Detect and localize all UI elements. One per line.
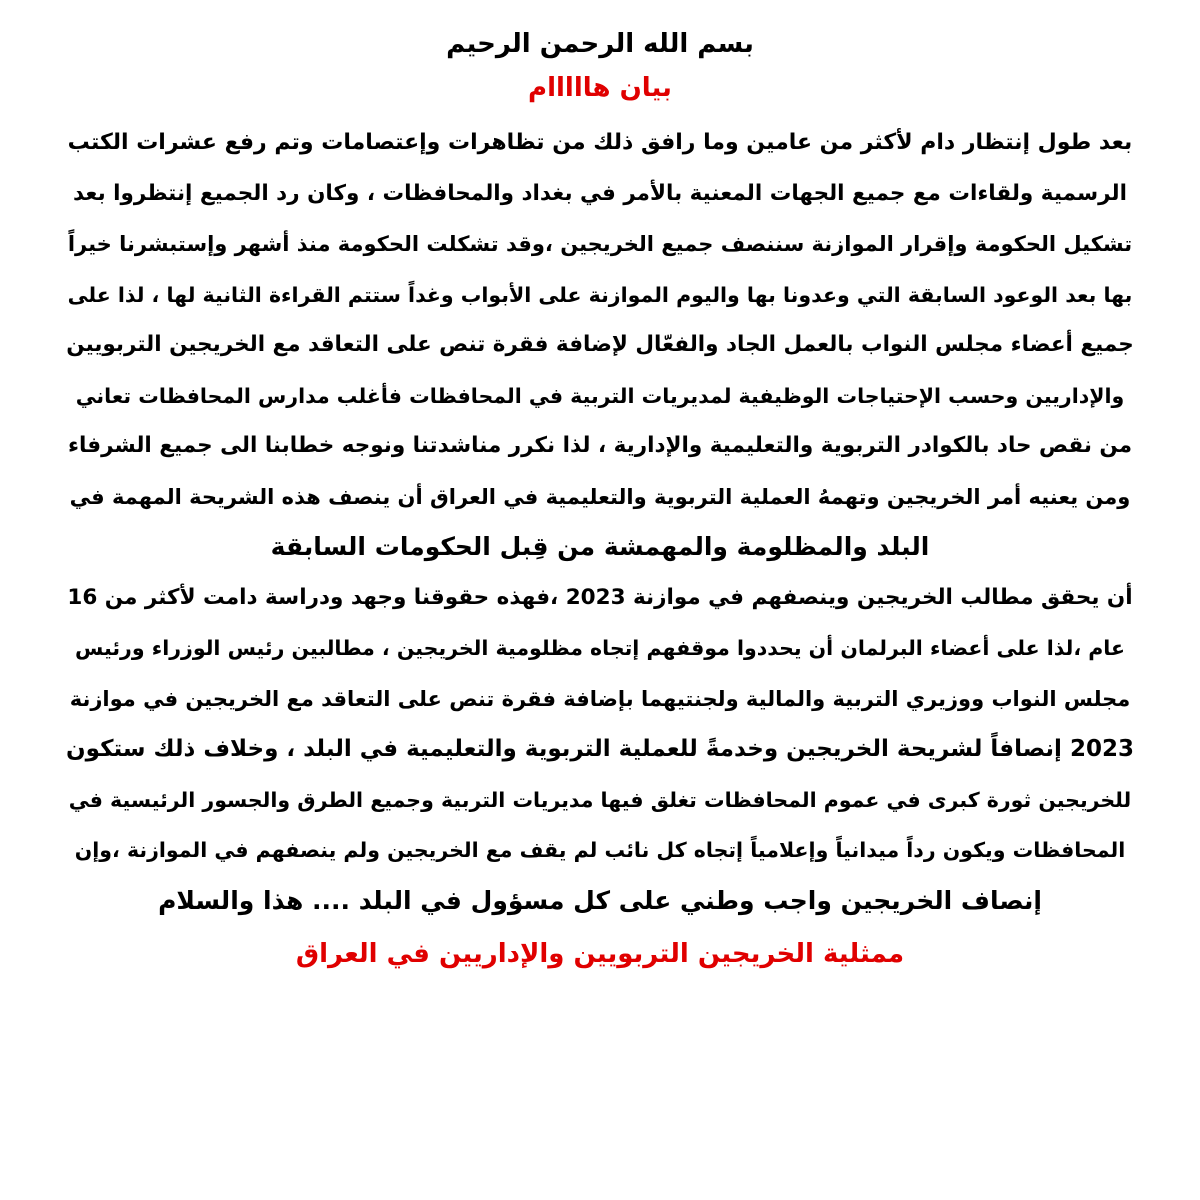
body-line: للخريجين ثورة كبرى في عموم المحافظات تغلق فيها مديريات التربية وجميع الطرق والجسور الرئيسية في (68, 787, 1132, 812)
body-line: بعد طول إنتظار دام لأكثر من عامين وما رافق ذلك من تظاهرات وإعتصامات وتم رفع عشرات الكتب (67, 130, 1133, 155)
body-line: مجلس النواب ووزيري التربية والمالية ولجنتيهما بإضافة فقرة تنص على التعاقد مع الخريجين في موازنة (69, 686, 1131, 711)
body-line: أن يحقق مطالب الخريجين وينصفهم في موازنة 2023 ،فهذه حقوقنا وجهد ودراسة دامت لأكثر من 16 (67, 584, 1133, 610)
body-line: تشكيل الحكومة وإقرار الموازنة سننصف جميع الخريجين ،وقد تشكلت الحكومة منذ أشهر وإستبشرنا خيراً (67, 232, 1133, 256)
body-line: الرسمية ولقاءات مع جميع الجهات المعنية بالأمر في بغداد والمحافظات ، وكان رد الجميع إنتظروا بعد (73, 180, 1127, 206)
body-line: المحافظات ويكون رداً ميدانياً وإعلامياً إتجاه كل نائب لم يقف مع الخريجين ولم ينصفهم في الموازنة ،وإن (74, 838, 1126, 862)
body-line: البلد والمظلومة والمهمشة من قِبل الحكومات السابقة (270, 532, 930, 561)
body-line: من نقص حاد بالكوادر التربوية والتعليمية والإدارية ، لذا نكرر مناشدتنا ونوجه خطابنا الى جميع الشرفاء (67, 433, 1133, 458)
body-line: ومن يعنيه أمر الخريجين وتهمهُ العملية التربوية والتعليمية في العراق أن ينصف هذه الشريحة المهمة في (69, 484, 1131, 509)
statement-heading: بيان هااااام (528, 73, 672, 103)
body-line: إنصاف الخريجين واجب وطني على كل مسؤول في البلد .... هذا والسلام (158, 885, 1042, 915)
body-line: جميع أعضاء مجلس النواب بالعمل الجاد والفعّال لإضافة فقرة تنص على التعاقد مع الخريجين التربويين (66, 332, 1134, 357)
signature: ممثلية الخريجين التربويين والإداريين في العراق (295, 939, 905, 969)
body-line: بها بعد الوعود السابقة التي وعدونا بها واليوم الموازنة على الأبواب وغداً ستتم القراءة الثانية لها ، لذا على (67, 282, 1133, 307)
basmala: بسم الله الرحمن الرحيم (446, 29, 754, 59)
statement-body (64, 118, 1136, 926)
body-line: عام ،لذا على أعضاء البرلمان أن يحددوا موقفهم إتجاه مظلومية الخريجين ، مطالبين رئيس الوزراء ورئيس (75, 636, 1125, 660)
body-line: والإداريين وحسب الإحتياجات الوظيفية لمديريات التربية في المحافظات فأغلب مدارس المحافظات تعاني (75, 383, 1125, 408)
body-line: 2023 إنصافاً لشريحة الخريجين وخدمةً للعملية التربوية والتعليمية في البلد ، وخلاف ذلك ستكون (66, 736, 1134, 762)
